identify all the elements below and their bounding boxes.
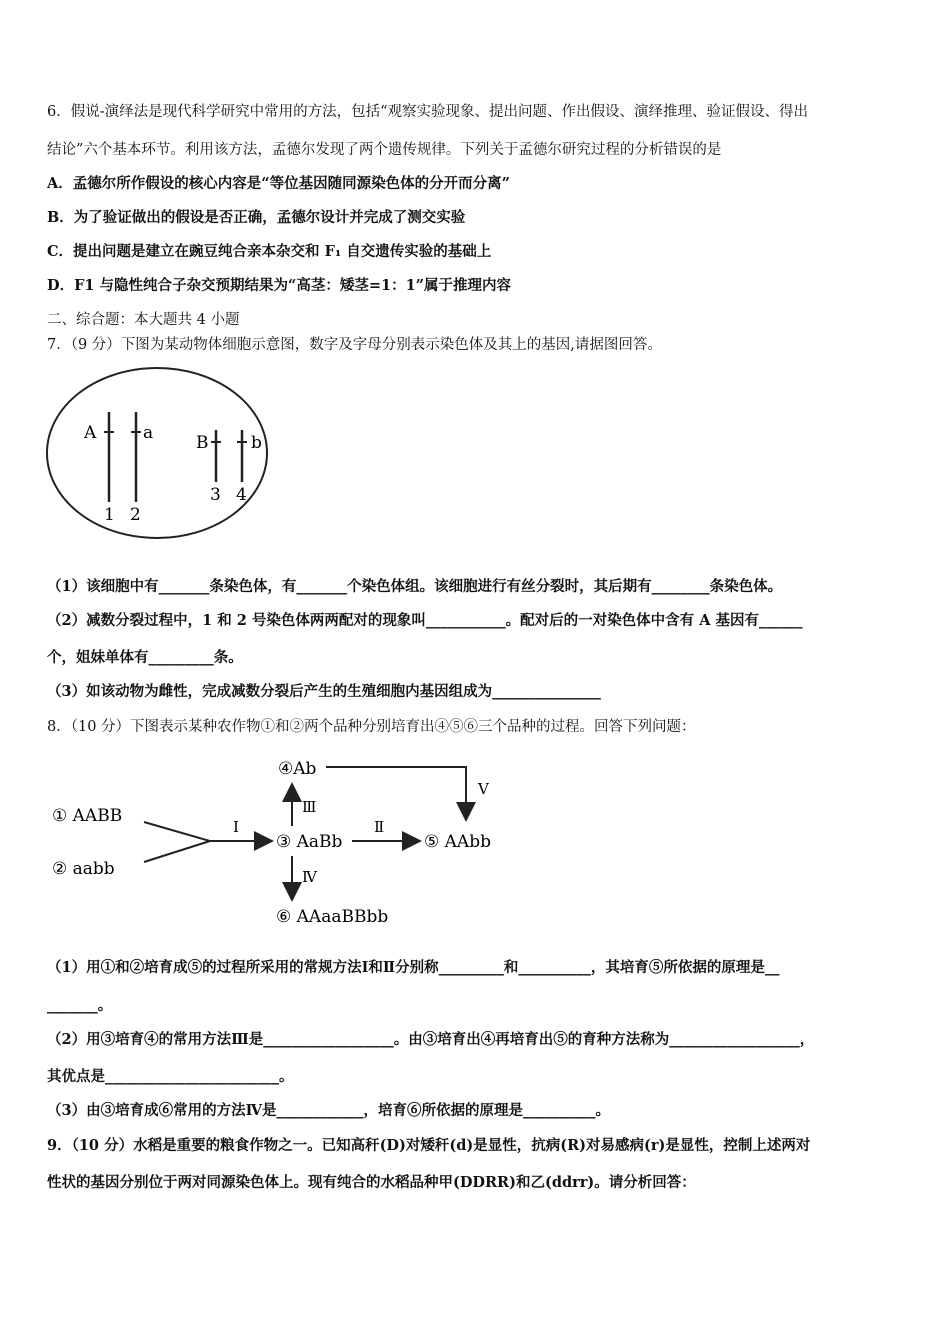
step-II-label: Ⅱ (374, 818, 385, 836)
q7-part2-line2: 个，姐妹单体有_________条。 (47, 649, 243, 666)
q7-part3: （3）如该动物为雌性，完成减数分裂后产生的生殖细胞内基因组成为_______________ (47, 683, 601, 700)
arrow-V (326, 767, 466, 820)
gene-a-label: a (143, 423, 154, 443)
step-V-label: Ⅴ (478, 780, 489, 798)
step-III-label: Ⅲ (302, 798, 317, 816)
q6-option-c: C．提出问题是建立在豌豆纯合亲本杂交和 F₁ 自交遗传实验的基础上 (47, 243, 492, 260)
chromosome-4-label: 4 (236, 485, 247, 505)
node-5: ⑤ AAbb (424, 832, 491, 852)
chromosome-3-label: 3 (210, 485, 221, 505)
q8-part2-line2: 其优点是________________________。 (47, 1068, 294, 1085)
q6-stem-line2: 结论”六个基本环节。利用该方法，孟德尔发现了两个遗传规律。下列关于孟德尔研究过程的分析错误的是 (47, 142, 722, 158)
gene-b-label: b (251, 433, 262, 453)
cross-lines (144, 822, 210, 862)
gene-A-label: A (84, 423, 97, 443)
chromosome-2-label: 2 (130, 505, 141, 525)
q7-cell-diagram (44, 362, 272, 544)
node-2: ② aabb (52, 859, 115, 879)
step-IV-label: Ⅳ (302, 868, 317, 886)
q7-part2-line1: （2）减数分裂过程中，1 和 2 号染色体两两配对的现象叫___________。配对后的一对染色体中含有 A 基因有______ (47, 612, 803, 629)
q8-part2-line1: （2）用③培育④的常用方法Ⅲ是__________________。由③培育出④再培育出⑤的育种方法称为__________________， (47, 1031, 815, 1048)
q9-line1: 9．（10 分）水稻是重要的粮食作物之一。已知高秆(D)对矮秆(d)是显性，抗病(R)对易感病(r)是显性，控制上述两对 (47, 1137, 811, 1154)
node-1: ① AABB (52, 806, 123, 826)
step-I-label: Ⅰ (233, 818, 239, 836)
q9-line2: 性状的基因分别位于两对同源染色体上。现有纯合的水稻品种甲(DDRR)和乙(ddrr)。请分析回答： (47, 1174, 696, 1191)
q8-part1-line1: （1）用①和②培育成⑤的过程所采用的常规方法Ⅰ和Ⅱ分别称_________和__________，其培育⑤所依据的原理是__ (47, 959, 780, 976)
q7-stem: 7．（9 分）下图为某动物体细胞示意图，数字及字母分别表示染色体及其上的基因,请据图回答。 (47, 337, 662, 353)
q6-stem-line1: 6．假说-演绎法是现代科学研究中常用的方法，包括“观察实验现象、提出问题、作出假设、演绎推理、验证假设、得出 (47, 104, 809, 120)
q8-part3: （3）由③培育成⑥常用的方法Ⅳ是____________，培育⑥所依据的原理是__________。 (47, 1102, 611, 1119)
q8-part1-line2: _______。 (47, 997, 113, 1014)
section-heading: 二、综合题：本大题共 4 小题 (47, 312, 240, 328)
q8-stem: 8．（10 分）下图表示某种农作物①和②两个品种分别培育出④⑤⑥三个品种的过程。回答下列问题： (47, 719, 696, 735)
q8-breeding-diagram (40, 750, 560, 940)
q6-option-b: B．为了验证做出的假设是否正确，孟德尔设计并完成了测交实验 (47, 209, 466, 226)
node-3: ③ AaBb (276, 832, 343, 852)
gene-B-label: B (196, 433, 209, 453)
node-6: ⑥ AAaaBBbb (276, 907, 389, 927)
q7-part1: （1）该细胞中有_______条染色体，有_______个染色体组。该细胞进行有丝分裂时，其后期有________条染色体。 (47, 578, 783, 595)
chromosome-1-label: 1 (104, 505, 115, 525)
q6-option-d: D．F1 与隐性纯合子杂交预期结果为“高茎：矮茎=1：1”属于推理内容 (47, 277, 512, 294)
q6-option-a: A．孟德尔所作假设的核心内容是“等位基因随同源染色体的分开而分离” (47, 175, 510, 192)
cell-membrane (47, 368, 267, 538)
node-4: ④Ab (278, 759, 317, 779)
